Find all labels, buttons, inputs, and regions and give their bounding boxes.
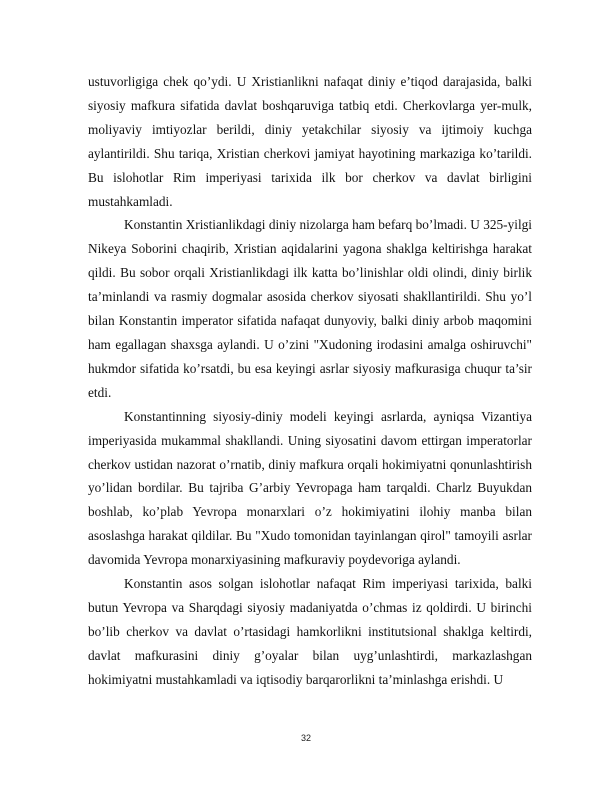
paragraph-legacy: Konstantin asos solgan islohotlar nafaqat Rim imperiyasi tarixida, balki butun Yevropa va Sharqdagi siyosiy madaniyatda o’chmas iz qoldirdi. U birinchi bo’lib cherkov va davlat o’rtasidagi hamkorlikni institutsional shaklga keltirdi, davlat mafkurasini diniy g’oyalar bilan uyg’unlashtirdi, markazlashgan hokimiyatni mustahkamladi va iqtisodiy barqarorlikni ta’minlashga erishdi. U [88,576,532,687]
body-text [88,70,532,692]
paragraph-continuation: ustuvorligiga chek qo’ydi. U Xristianlikni nafaqat diniy e’tiqod darajasida, balki siyosiy mafkura sifatida davlat boshqaruviga tatbiq etdi. Cherkovlarga yer-mulk, moliyaviy imtiyozlar berildi, diniy yetakchilar siyosiy va ijtimoiy kuchga aylantirildi. Shu tariqa, Xristian cherkovi jamiyat hayotining markaziga ko’tarildi. Bu islohotlar Rim imperiyasi tarixida ilk bor cherkov va davlat birligini mustahkamladi. [88,74,532,209]
paragraph-nicaea: Konstantin Xristianlikdagi diniy nizolarga ham befarq bo’lmadi. U 325-yilgi Nikeya Soborini chaqirib, Xristian aqidalarini yagona shaklga keltirishga harakat qildi. Bu sobor orqali Xristianlikdagi ilk katta bo’linishlar oldi olindi, diniy birlik ta’minlandi va rasmiy dogmalar asosida cherkov siyosati shakllantirildi. Shu yo’l bilan Konstantin imperator sifatida nafaqat dunyoviy, balki diniy arbob maqomini ham egallagan shaxsga aylandi. U o’zini "Xudoning irodasini amalga oshiruvchi" hukmdor sifatida ko’rsatdi, bu esa keyingi asrlar siyosiy mafkurasiga chuqur ta’sir etdi. [88,217,532,400]
page-number: 32 [300,733,311,743]
paragraph-byzantine-model: Konstantinning siyosiy-diniy modeli keyingi asrlarda, ayniqsa Vizantiya imperiyasida mukammal shakllandi. Uning siyosatini davom ettirgan imperatorlar cherkov ustidan nazorat o’rnatib, diniy mafkura orqali hokimiyatni qonunlashtirish yo’lidan bordilar. Bu tajriba G’arbiy Yevropaga ham tarqaldi. Charlz Buyukdan boshlab, ko’plab Yevropa monarxlari o’z hokimiyatini ilohiy manba bilan asoslashga harakat qildilar. Bu "Xudo tomonidan tayinlangan qirol" tamoyili asrlar davomida Yevropa monarxiyasining mafkuraviy poydevoriga aylandi. [88,408,532,568]
